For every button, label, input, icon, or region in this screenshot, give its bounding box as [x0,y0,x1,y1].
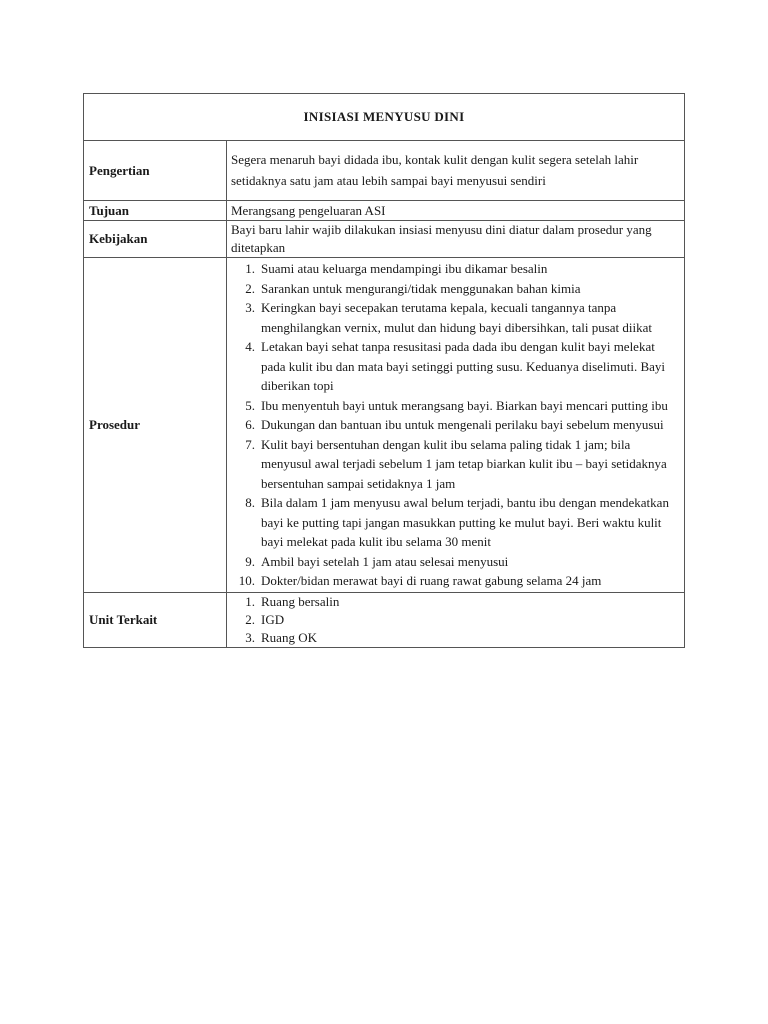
item-text: Ruang OK [261,629,317,645]
list-item [231,435,679,494]
row-prosedur [84,258,685,593]
value-unit-terkait [227,592,685,647]
document-title: INISIASI MENYUSU DINI [84,94,685,141]
step-text: Dukungan dan bantuan ibu untuk mengenali perilaku bayi sebelum menyusui [261,417,664,432]
step-number: 8. [245,495,255,510]
list-item [231,593,679,611]
item-number: 2. [245,611,255,627]
prosedur-steps [231,259,679,591]
list-item [231,396,679,416]
sop-table [83,93,685,648]
step-text: Suami atau keluarga mendampingi ibu dikamar besalin [261,261,548,276]
list-item [231,571,679,591]
list-item [231,337,679,396]
step-number: 10. [238,573,255,588]
list-item [231,493,679,552]
list-item [231,279,679,299]
label-tujuan: Tujuan [84,201,227,221]
item-text: Ruang bersalin [261,593,340,609]
unit-terkait-list [231,593,679,647]
step-number: 7. [245,436,255,452]
value-kebijakan: Bayi baru lahir wajib dilakukan insiasi menyusu dini diatur dalam prosedur yang ditetapkan [227,221,685,258]
step-number: 9. [245,553,255,569]
value-tujuan: Merangsang pengeluaran ASI [227,201,685,221]
step-text: Ibu menyentuh bayi untuk merangsang bayi. Biarkan bayi mencari putting ibu [261,397,668,413]
item-text: IGD [261,611,285,627]
label-prosedur: Prosedur [84,258,227,593]
list-item [231,629,679,647]
step-text: Ambil bayi setelah 1 jam atau selesai menyusui [261,553,509,569]
row-pengertian [84,141,685,201]
step-number: 1. [245,261,255,276]
step-text: Sarankan untuk mengurangi/tidak menggunakan bahan kimia [261,280,581,296]
label-pengertian: Pengertian [84,141,227,201]
step-number: 5. [245,397,255,413]
step-text: Dokter/bidan merawat bayi di ruang rawat gabung selama 24 jam [261,573,602,588]
step-number: 6. [245,417,255,432]
value-prosedur [227,258,685,593]
step-number: 4. [245,339,255,354]
item-number: 1. [245,593,255,609]
label-kebijakan: Kebijakan [84,221,227,258]
value-pengertian: Segera menaruh bayi didada ibu, kontak kulit dengan kulit segera setelah lahir setidaknya satu jam atau lebih sampai bayi menyusui sendiri [227,141,685,201]
step-text: Keringkan bayi secepakan terutama kepala, kecuali tangannya tanpa menghilangkan vernix, mulut dan hidung bayi dibersihkan, tali pusat diikat [261,300,653,335]
step-text: Letakan bayi sehat tanpa resusitasi pada dada ibu dengan kulit bayi melekat pada kulit ibu dan mata bayi setinggi putting susu. Keduanya diselimuti. Bayi diberikan topi [261,339,666,393]
step-text: Bila dalam 1 jam menyusu awal belum terjadi, bantu ibu dengan mendekatkan bayi ke putting tapi jangan masukkan putting ke mulut bayi. Beri waktu kulit bayi melekat pada kulit ibu selama 30 menit [261,495,669,549]
row-tujuan [84,201,685,221]
list-item [231,611,679,629]
list-item [231,552,679,572]
step-number: 3. [245,300,255,315]
list-item [231,415,679,435]
row-unit-terkait [84,592,685,647]
list-item [231,298,679,337]
title-row [84,94,685,141]
list-item [231,259,679,279]
item-number: 3. [245,629,255,645]
step-text: Kulit bayi bersentuhan dengan kulit ibu selama paling tidak 1 jam; bila menyusul awal terjadi sebelum 1 jam tetap biarkan kulit ibu – bayi setidaknya bersentuhan sampai setidaknya 1 jam [261,436,667,491]
label-unit-terkait: Unit Terkait [84,592,227,647]
step-number: 2. [245,280,255,296]
row-kebijakan [84,221,685,258]
